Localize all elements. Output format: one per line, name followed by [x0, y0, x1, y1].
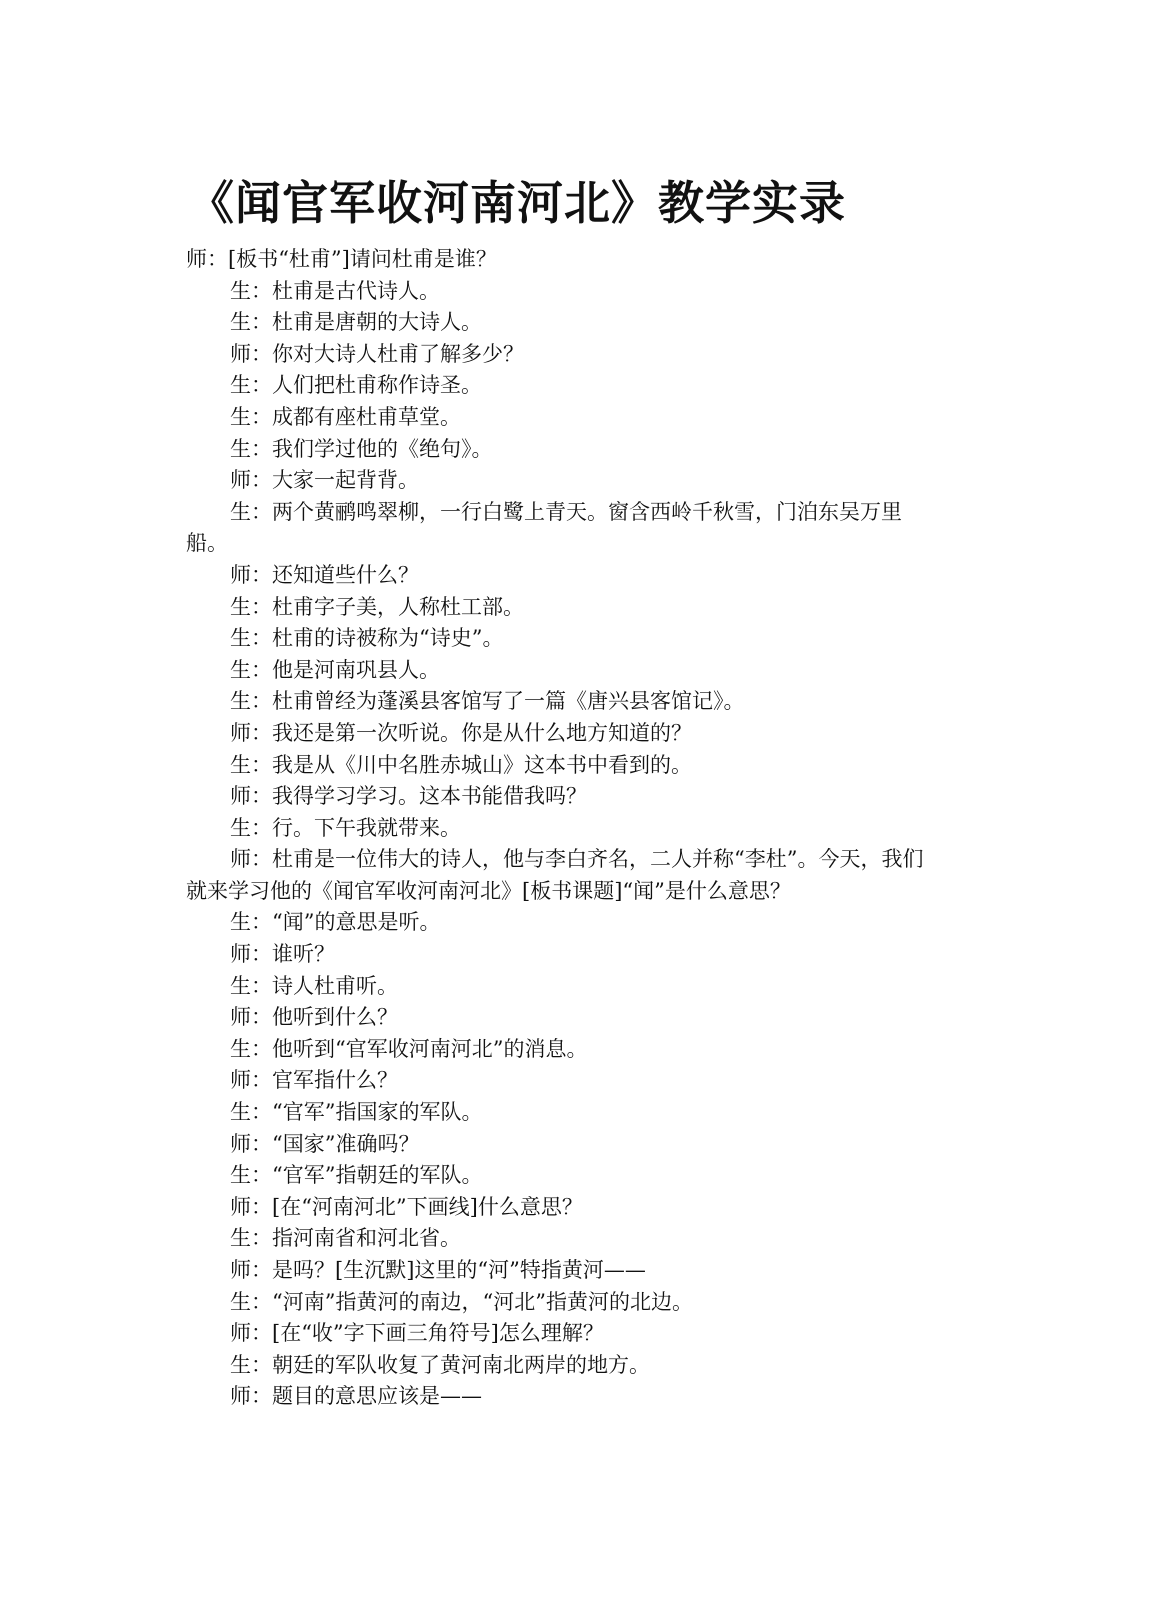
text-line: 生：杜甫是古代诗人。	[230, 278, 440, 303]
text-line: 生：杜甫字子美，人称杜工部。	[230, 594, 524, 619]
text-line: 生：“官军”指朝廷的军队。	[230, 1163, 483, 1188]
text-line: 师：[在“收”字下画三角符号]怎么理解？	[230, 1321, 604, 1346]
text-line: 师：[在“河南河北”下画线]什么意思？	[230, 1194, 583, 1219]
text-line: 师：“国家”准确吗？	[230, 1131, 420, 1156]
text-line: 师：还知道些什么？	[230, 562, 419, 587]
text-line: 生：我是从《川中名胜赤城山》这本书中看到的。	[230, 752, 692, 777]
text-line: 生：杜甫曾经为蓬溪县客馆写了一篇《唐兴县客馆记》。	[230, 689, 745, 714]
text-line: 生：人们把杜甫称作诗圣。	[230, 373, 482, 398]
text-line-continuation: 船。	[186, 531, 228, 556]
text-line: 生：成都有座杜甫草堂。	[230, 404, 461, 429]
text-line: 师：谁听？	[230, 942, 335, 967]
text-line: 师：我得学习学习。这本书能借我吗？	[230, 784, 587, 809]
text-line: 师：他听到什么？	[230, 1005, 398, 1030]
text-line: 师：题目的意思应该是——	[230, 1384, 482, 1409]
text-line: 师：[板书“杜甫”]请问杜甫是谁？	[186, 247, 497, 271]
text-line: 生：他是河南巩县人。	[230, 657, 440, 682]
text-line: 师：杜甫是一位伟大的诗人，他与李白齐名，二人并称“李杜”。今天，我们	[230, 847, 924, 872]
document-body	[186, 244, 962, 1413]
document-title: 《闻官军收河南河北》教学实录	[188, 176, 846, 230]
text-line: 师：大家一起背背。	[230, 468, 419, 493]
text-line: 生：“河南”指黄河的南边，“河北”指黄河的北边。	[230, 1289, 693, 1314]
text-line: 生：指河南省和河北省。	[230, 1226, 461, 1251]
text-line: 生：我们学过他的《绝句》。	[230, 436, 493, 461]
text-line: 生：杜甫的诗被称为“诗史”。	[230, 626, 504, 651]
text-line: 师：官军指什么？	[230, 1068, 398, 1093]
text-line: 生：两个黄鹂鸣翠柳，一行白鹭上青天。窗含西岭千秋雪，门泊东吴万里	[230, 499, 902, 524]
text-line: 师：我还是第一次听说。你是从什么地方知道的？	[230, 720, 692, 745]
text-line: 生：诗人杜甫听。	[230, 973, 398, 998]
text-line: 师：是吗？[生沉默]这里的“河”特指黄河——	[230, 1258, 646, 1282]
text-line: 生：“闻”的意思是听。	[230, 910, 441, 935]
text-line: 生：朝廷的军队收复了黄河南北两岸的地方。	[230, 1352, 650, 1377]
text-line: 生：行。下午我就带来。	[230, 815, 461, 840]
text-line-continuation: 就来学习他的《闻官军收河南河北》[板书课题]“闻”是什么意思？	[186, 878, 791, 903]
text-line: 师：你对大诗人杜甫了解多少？	[230, 341, 524, 366]
text-line: 生：杜甫是唐朝的大诗人。	[230, 310, 482, 335]
text-line: 生：“官军”指国家的军队。	[230, 1100, 483, 1125]
text-line: 生：他听到“官军收河南河北”的消息。	[230, 1036, 588, 1061]
